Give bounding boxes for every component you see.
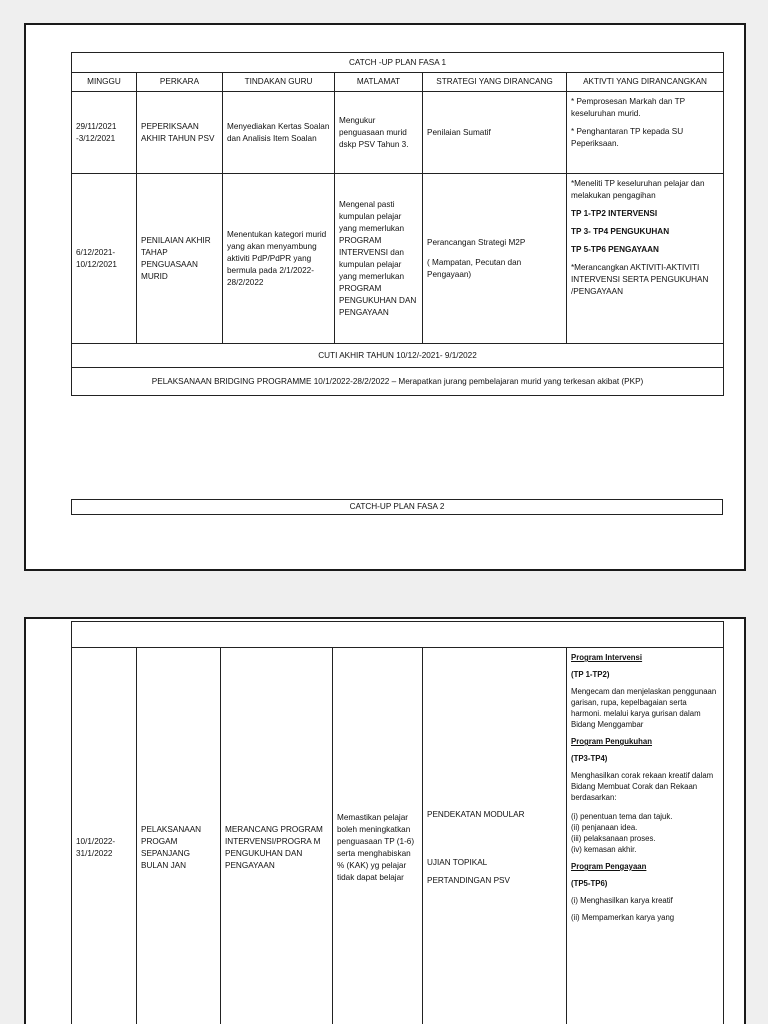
table-row [72,174,724,344]
row2-aktiviti-intro: *Meneliti TP keseluruhan pelajar dan melakukan pengagihan [571,179,705,200]
document-page-1 [24,23,746,571]
header-matlamat: MATLAMAT [335,73,423,92]
row1-perkara: PEPERIKSAAN AKHIR TAHUN PSV [137,92,223,174]
document-page-2 [24,617,746,1024]
catch-up-plan-fasa-2-table [71,499,723,515]
p2-strategi-3: PERTANDINGAN PSV [427,875,510,885]
row1-aktiviti-1: * Pemprosesan Markah dan TP keseluruhan murid. [571,97,685,118]
row2-strategi [423,174,567,344]
row1-aktiviti [567,92,724,174]
p2-program-pengukuhan: Program Pengukuhan [571,737,653,746]
p2-step-2: (ii) penjanaan idea. [571,823,638,832]
row1-matlamat: Mengukur penguasaan murid dskp PSV Tahun 3. [335,92,423,174]
row1-minggu: 29/11/2021 -3/12/2021 [72,92,137,174]
row2-minggu: 6/12/2021- 10/12/2021 [72,174,137,344]
p2-tp34: (TP3-TP4) [571,754,608,763]
blank-title-row [72,622,724,648]
row1-strategi: Penilaian Sumatif [423,92,567,174]
catch-up-plan-fasa-1-table [71,52,724,396]
fasa-2-plan-table [71,621,724,1024]
row2-aktiviti-tp1: TP 1-TP2 INTERVENSI [571,209,658,218]
header-tindakan-guru: TINDAKAN GURU [223,73,335,92]
row2-aktiviti [567,174,724,344]
header-perkara: PERKARA [137,73,223,92]
p2-pengayaan-2: (ii) Mempamerkan karya yang [571,913,675,922]
p2-tp56: (TP5-TP6) [571,879,608,888]
p2-step-1: (i) penentuan tema dan tajuk. [571,812,673,821]
p2-strategi-2: UJIAN TOPIKAL [427,857,488,867]
row1-tindakan: Menyediakan Kertas Soalan dan Analisis Item Soalan [223,92,335,174]
p2-pengukuhan-desc: Menghasilkan corak rekaan kreatif dalam Bidang Membuat Corak dan Rekaan berdasarkan: [571,771,714,802]
p2-step-4: (iv) kemasan akhir. [571,845,637,854]
p2-program-pengayaan: Program Pengayaan [571,862,647,871]
fasa2-title: CATCH-UP PLAN FASA 2 [72,500,723,515]
p2-tindakan: MERANCANG PROGRAM INTERVENSI/PROGRA M PENGUKUHAN DAN PENGAYAAN [221,648,333,1024]
p2-program-intervensi: Program Intervensi [571,653,643,662]
p2-steps [571,811,719,855]
p2-strategi [423,648,567,1024]
row2-strategi-1: Perancangan Strategi M2P [427,237,526,247]
fasa1-title: CATCH -UP PLAN FASA 1 [72,53,724,73]
cuti-akhir-tahun-row: CUTI AKHIR TAHUN 10/12/-2021- 9/1/2022 [72,344,724,368]
table-row [72,648,724,1024]
row2-tindakan: Menentukan kategori murid yang akan menyambung aktiviti PdP/PdPR yang bermula pada 2/1/2022-28/2/2022 [223,174,335,344]
p2-matlamat: Memastikan pelajar boleh meningkatkan penguasaan TP (1-6) serta menghabiskan % (KAK) yg pelajar tidak dapat belajar [333,648,423,1024]
header-strategi: STRATEGI YANG DIRANCANG [423,73,567,92]
row2-aktiviti-tp5: TP 5-TP6 PENGAYAAN [571,245,659,254]
header-minggu: MINGGU [72,73,137,92]
p2-perkara: PELAKSANAAN PROGAM SEPANJANG BULAN JAN [137,648,221,1024]
row2-aktiviti-tp3: TP 3- TP4 PENGUKUHAN [571,227,670,236]
p2-intervensi-desc: Mengecam dan menjelaskan penggunaan garisan, rupa, kepelbagaian serta harmoni. melalui karya gurisan dalam Bidang Menggambar [571,687,717,729]
row2-matlamat: Mengenal pasti kumpulan pelajar yang memerlukan PROGRAM INTERVENSI dan kumpulan pelajar yang memerlukan PROGRAM PENGUKUHAN DAN PENGAYAAN [335,174,423,344]
p2-tp12: (TP 1-TP2) [571,670,610,679]
row2-perkara: PENILAIAN AKHIR TAHAP PENGUASAAN MURID [137,174,223,344]
table-header-row [72,73,724,92]
header-aktiviti: AKTIVTI YANG DIRANCANGKAN [567,73,724,92]
table-row [72,92,724,174]
row1-aktiviti-2: * Penghantaran TP kepada SU Peperiksaan. [571,127,684,148]
p2-strategi-1: PENDEKATAN MODULAR [427,809,525,819]
bridging-programme-row: PELAKSANAAN BRIDGING PROGRAMME 10/1/2022-28/2/2022 – Merapatkan jurang pembelajaran murid yang terkesan akibat (PKP) [72,368,724,396]
p2-minggu: 10/1/2022- 31/1/2022 [72,648,137,1024]
row2-aktiviti-plan: *Merancangkan AKTIVITI-AKTIVITI INTERVENSI SERTA PENGUKUHAN /PENGAYAAN [571,263,709,296]
p2-pengayaan-1: (i) Menghasilkan karya kreatif [571,896,673,905]
p2-aktiviti [567,648,724,1024]
row2-strategi-2: ( Mampatan, Pecutan dan Pengayaan) [427,257,522,279]
p2-step-3: (iii) pelaksanaan proses. [571,834,656,843]
